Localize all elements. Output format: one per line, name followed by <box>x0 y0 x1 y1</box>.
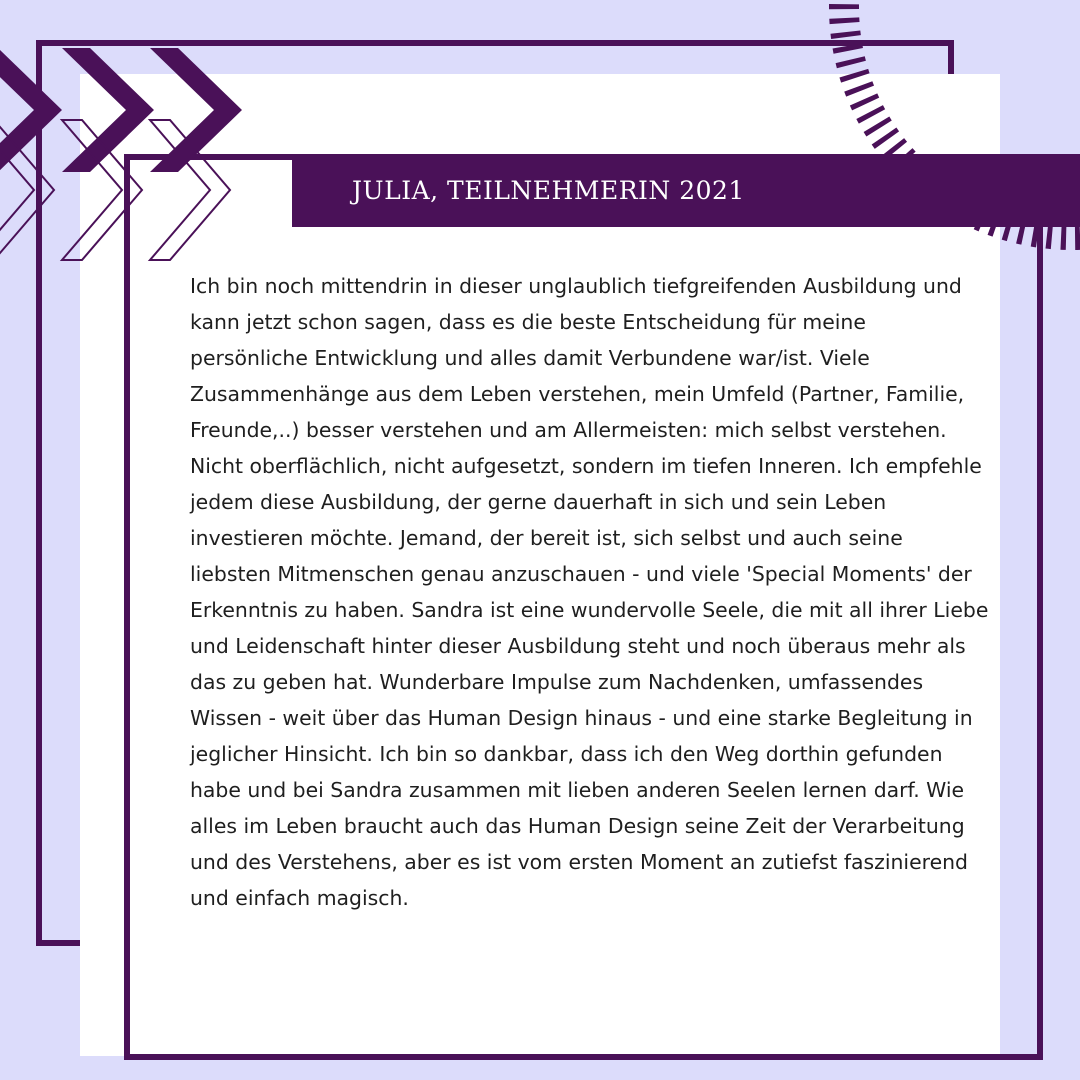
title-banner <box>292 154 1080 227</box>
chevron-filled-1 <box>0 48 62 172</box>
card-title: JULIA, TEILNEHMERIN 2021 <box>352 176 745 205</box>
testimonial-text: Ich bin noch mittendrin in dieser unglaublich tiefgreifenden Ausbildung und kann jetzt schon sagen, dass es die beste Entscheidung für meine persönliche Entwicklung und alles damit Verbundene war/ist. Viele Zusammenhänge aus dem Leben verstehen, mein Umfeld (Partner, Familie, Freunde,..) besser verstehen und am Allermeisten: mich selbst verstehen. Nicht oberflächlich, nicht aufgesetzt, sondern im tiefen Inneren. Ich empfehle jedem diese Ausbildung, der gerne dauerhaft in sich und sein Leben investieren möchte. Jemand, der bereit ist, sich selbst und auch seine liebsten Mitmenschen genau anzuschauen - und viele 'Special Moments' der Erkenntnis zu haben. Sandra ist eine wundervolle Seele, die mit all ihrer Liebe und Leidenschaft hinter dieser Ausbildung steht und noch überaus mehr als das zu geben hat. Wunderbare Impulse zum Nachdenken, umfassendes Wissen - weit über das Human Design hinaus - und eine starke Begleitung in jeglicher Hinsicht. Ich bin so dankbar, dass ich den Weg dorthin gefunden habe und bei Sandra zusammen mit lieben anderen Seelen lernen darf. Wie alles im Leben braucht auch das Human Design seine Zeit der Verarbeitung und des Verstehens, aber es ist vom ersten Moment an zutiefst faszinierend und einfach magisch. <box>190 274 989 910</box>
